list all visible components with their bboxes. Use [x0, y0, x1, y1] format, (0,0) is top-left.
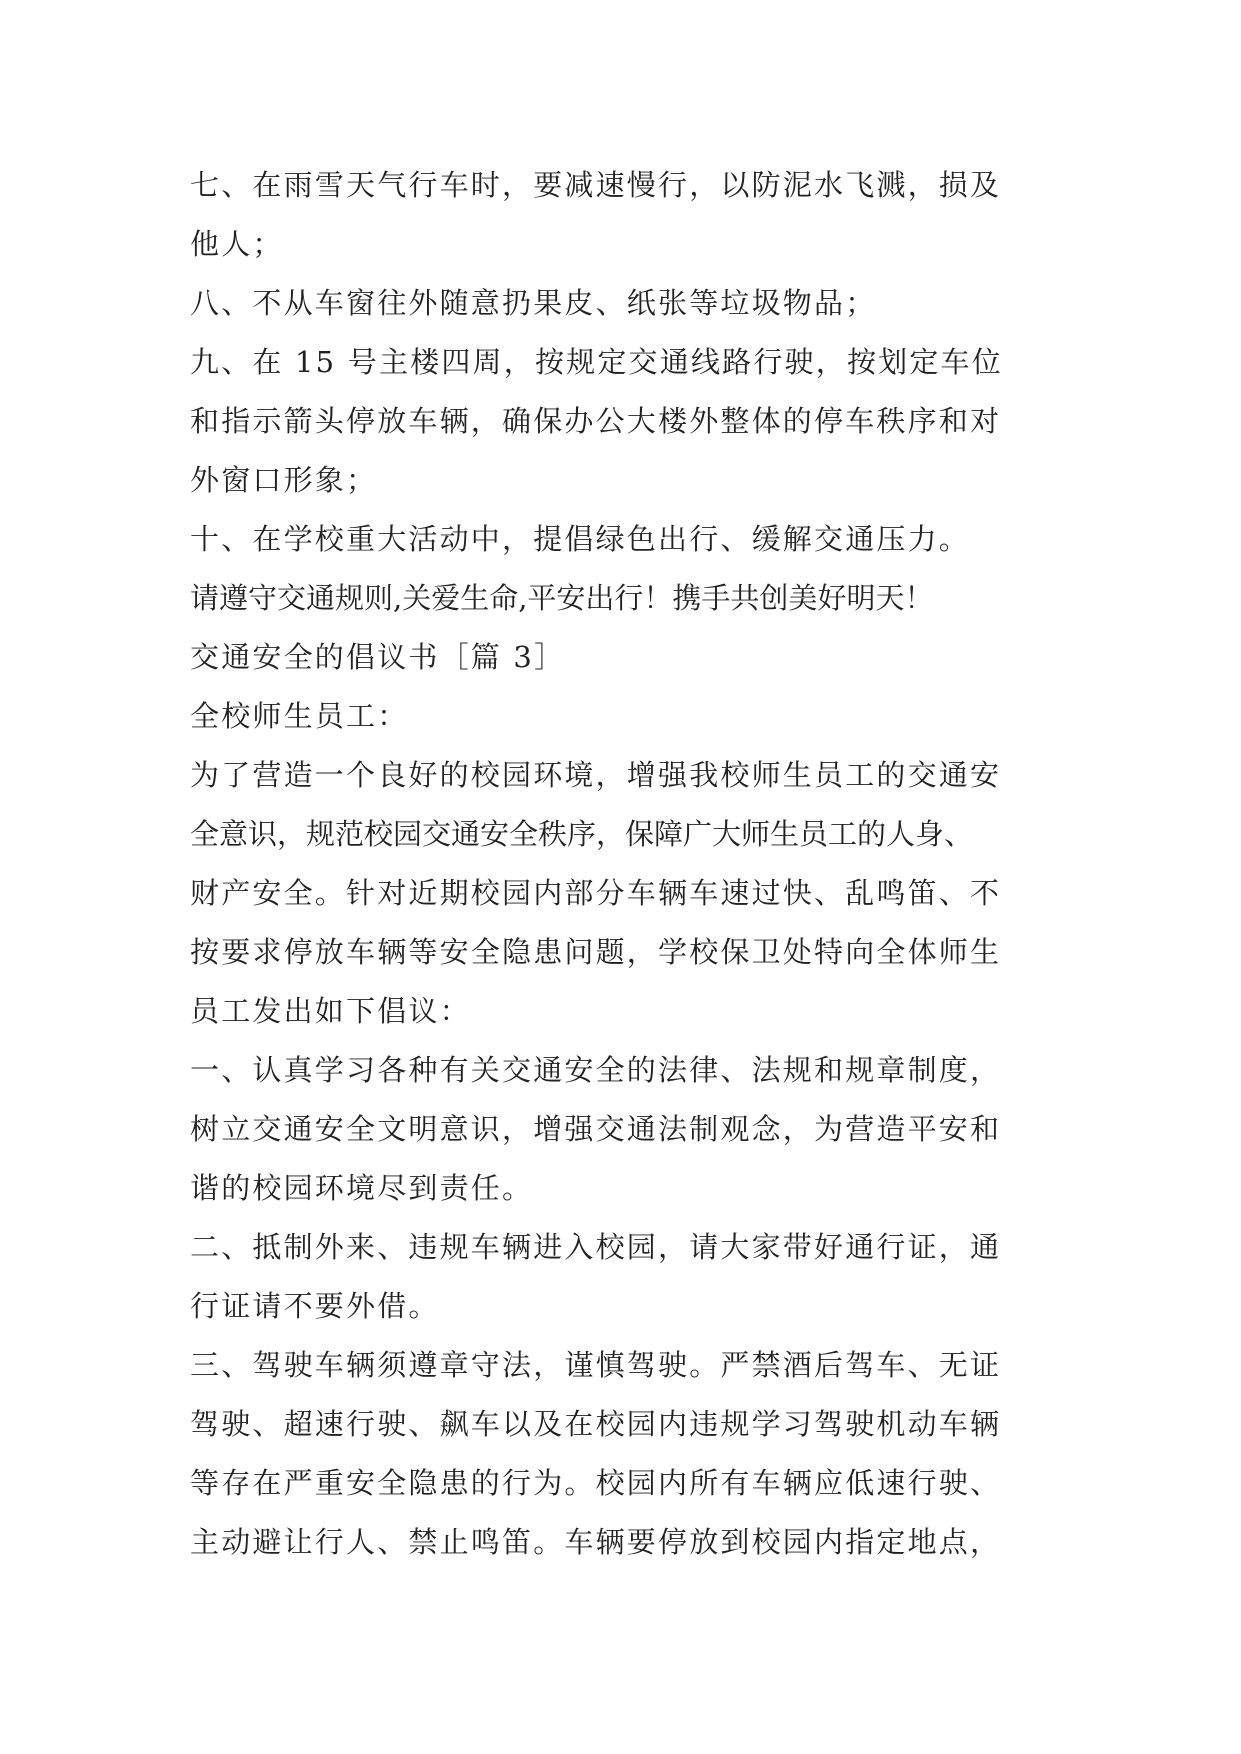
- text-line: 和指示箭头停放车辆，确保办公大楼外整体的停车秩序和对: [190, 404, 1002, 438]
- text-line: 驾驶、超速行驶、飙车以及在校园内违规学习驾驶机动车辆: [190, 1407, 1002, 1441]
- document-body: [190, 156, 1070, 1572]
- section-heading: 交通安全的倡议书［篇 3］: [190, 640, 566, 674]
- text-line: 主动避让行人、禁止鸣笛。车辆要停放到校园内指定地点，: [190, 1525, 1002, 1559]
- text-line: 为了营造一个良好的校园环境，增强我校师生员工的交通安: [190, 758, 1002, 792]
- text-line: 财产安全。针对近期校园内部分车辆车速过快、乱鸣笛、不: [190, 876, 1002, 910]
- text-line: 等存在严重安全隐患的行为。校园内所有车辆应低速行驶、: [190, 1466, 1002, 1500]
- text-line: 十、在学校重大活动中，提倡绿色出行、缓解交通压力。: [190, 522, 971, 556]
- text-line: 八、不从车窗往外随意扔果皮、纸张等垃圾物品；: [190, 286, 877, 320]
- text-line: 外窗口形象；: [190, 463, 378, 497]
- text-line: 按要求停放车辆等安全隐患问题，学校保卫处特向全体师生: [190, 935, 1002, 969]
- text-line: 九、在 15 号主楼四周，按规定交通线路行驶，按划定车位: [190, 345, 1003, 379]
- text-line: 请遵守交通规则,关爱生命,平安出行！携手共创美好明天！: [190, 581, 934, 615]
- text-line: 二、抵制外来、违规车辆进入校园，请大家带好通行证，通: [190, 1230, 1002, 1264]
- text-line: 员工发出如下倡议：: [190, 994, 471, 1028]
- salutation: 全校师生员工：: [190, 699, 409, 733]
- text-line: 一、认真学习各种有关交通安全的法律、法规和规章制度，: [190, 1053, 1002, 1087]
- text-line: 行证请不要外借。: [190, 1289, 440, 1323]
- text-line: 全意识，规范校园交通安全秩序，保障广大师生员工的人身、: [190, 817, 974, 851]
- text-line: 三、驾驶车辆须遵章守法，谨慎驾驶。严禁酒后驾车、无证: [190, 1348, 1002, 1382]
- text-line: 树立交通安全文明意识，增强交通法制观念，为营造平安和: [190, 1112, 1002, 1146]
- text-line: 七、在雨雪天气行车时，要减速慢行，以防泥水飞溅，损及: [190, 168, 1002, 202]
- text-line: 他人；: [190, 227, 284, 261]
- text-line: 谐的校园环境尽到责任。: [190, 1171, 534, 1205]
